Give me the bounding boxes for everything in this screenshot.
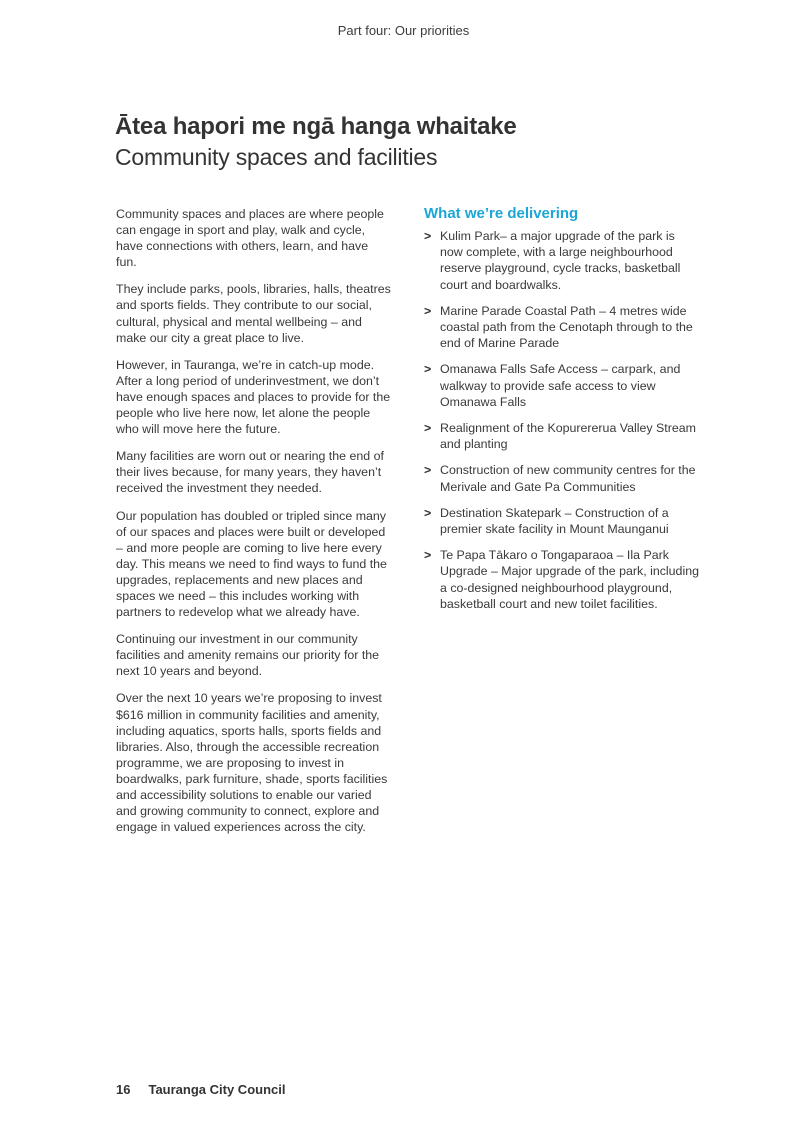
running-head: Part four: Our priorities [337, 23, 470, 38]
page-footer [116, 1082, 285, 1097]
list-item-text: Marine Parade Coastal Path – 4 metres wide coastal path from the Cenotaph through to the end of Marine Parade [440, 303, 693, 351]
chevron-right-icon: > [424, 421, 432, 436]
delivering-list [424, 228, 699, 612]
list-item [424, 303, 699, 352]
chevron-right-icon: > [424, 505, 432, 520]
list-item [424, 420, 699, 452]
list-item [424, 462, 699, 494]
list-item-text: Destination Skatepark – Construction of a premier skate facility in Mount Maunganui [440, 505, 669, 537]
page-title-english: Community spaces and facilities [115, 144, 438, 170]
list-item-text: Te Papa Tākaro o Tongaparaoa – Ila Park Upgrade – Major upgrade of the park, including a co-designed neighbourhood playground, basketball court and new toilet facilities. [440, 548, 699, 611]
body-column [116, 206, 392, 846]
chevron-right-icon: > [424, 362, 432, 377]
chevron-right-icon: > [424, 463, 432, 478]
body-paragraph: They include parks, pools, libraries, halls, theatres and sports fields. They contribute to our social, cultural, physical and mental wellbeing – and make our city a great place to live. [116, 282, 391, 345]
list-item [424, 228, 699, 293]
page-number: 16 [116, 1082, 131, 1097]
chevron-right-icon: > [424, 548, 432, 563]
body-paragraph: Our population has doubled or tripled since many of our spaces and places were built or developed – and more people are coming to live here every day. This means we need to find ways to fund the upgrades, replacements and new places and spaces we need – this includes working with partners to redevelop what we already have. [116, 508, 387, 620]
body-paragraph: However, in Tauranga, we’re in catch-up mode. After a long period of underinvestment, we don’t have enough spaces and places to provide for the people who live here now, let alone the people who will move here the future. [116, 357, 391, 437]
list-item [424, 361, 699, 410]
body-paragraph: Many facilities are worn out or nearing the end of their lives because, for many years, they haven’t received the investment they needed. [116, 449, 384, 496]
list-item-text: Omanawa Falls Safe Access – carpark, and walkway to provide safe access to view Omanawa Falls [440, 362, 681, 409]
organisation-name: Tauranga City Council [148, 1082, 286, 1097]
body-paragraph: Community spaces and places are where people can engage in sport and play, walk and cycle, have connections with others, learn, and have fun. [116, 207, 384, 270]
list-item-text: Realignment of the Kopurererua Valley Stream and planting [440, 421, 696, 452]
chevron-right-icon: > [424, 229, 432, 243]
list-item [424, 547, 699, 612]
list-item [424, 505, 699, 537]
page-title-maori: Ātea hapori me ngā hanga whaitake [115, 113, 517, 140]
section-heading: What we’re delivering [424, 205, 579, 222]
list-item-text: Kulim Park– a major upgrade of the park is now complete, with a large neighbourhood reserve playground, cycle tracks, basketball court and boardwalks. [440, 229, 681, 292]
delivering-column [424, 205, 699, 622]
body-paragraph: Over the next 10 years we’re proposing to invest $616 million in community facilities and amenity, including aquatics, sports halls, sports fields and libraries. Also, through the accessible recreation programme, we are proposing to invest in boardwalks, park furniture, shade, sports facilities and accessibility solutions to enable our varied and growing community to connect, explore and engage in valued experiences across the city. [116, 691, 388, 835]
body-paragraph: Continuing our investment in our community facilities and amenity remains our priority for the next 10 years and beyond. [116, 632, 380, 679]
list-item-text: Construction of new community centres for the Merivale and Gate Pa Communities [440, 463, 696, 494]
chevron-right-icon: > [424, 303, 432, 318]
